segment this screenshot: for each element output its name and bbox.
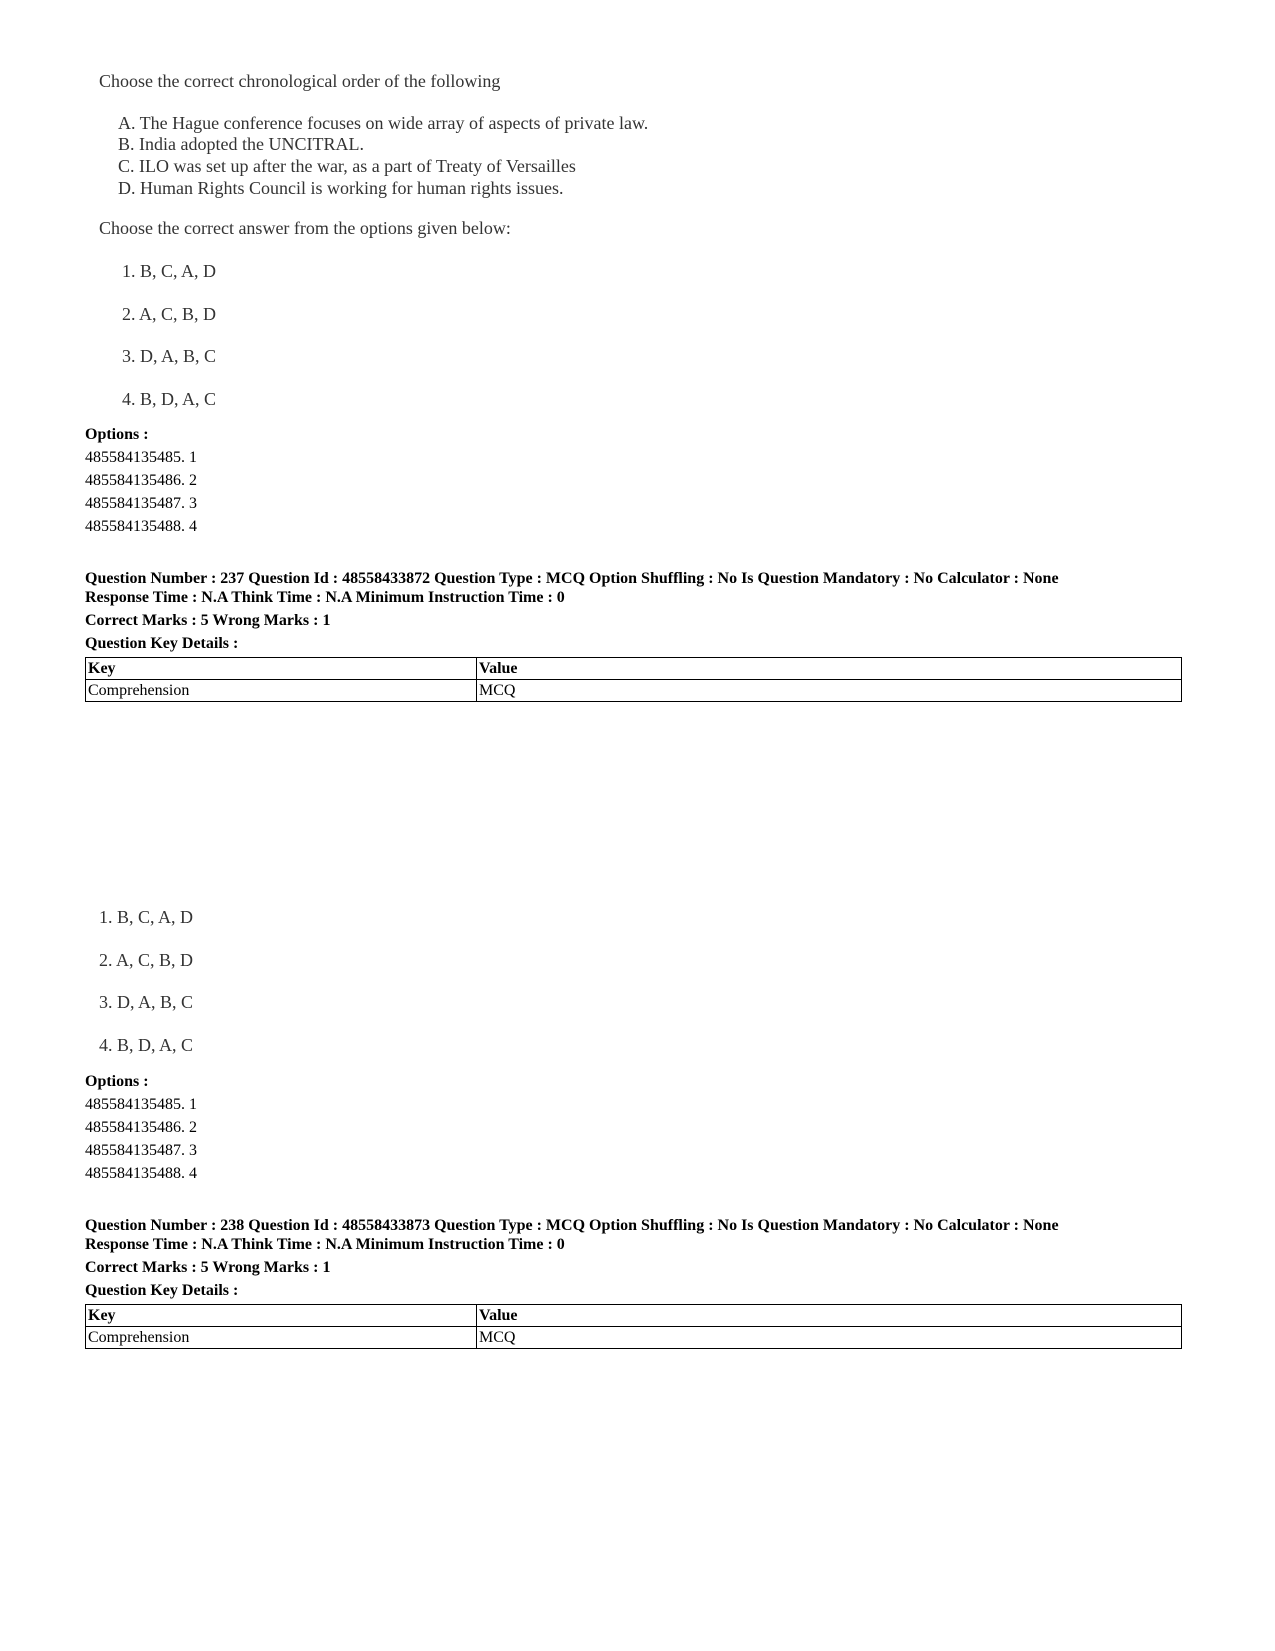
table-row: [86, 680, 1182, 702]
key-details-label: Question Key Details :: [85, 635, 239, 652]
table-row: [86, 1327, 1182, 1349]
statement-b: B. India adopted the UNCITRAL.: [118, 134, 364, 154]
option-item: 485584135486. 2: [85, 472, 197, 489]
choice-1: 1. B, C, A, D: [122, 261, 217, 281]
choice-4: 4. B, D, A, C: [99, 1035, 194, 1055]
statement-a: A. The Hague conference focuses on wide array of aspects of private law.: [118, 113, 649, 133]
question-meta-line: Question Number : 237 Question Id : 48558433872 Question Type : MCQ Option Shuffling : No Is Question Mandatory : No Calculator : None: [85, 570, 1059, 587]
options-label: Options :: [85, 426, 149, 443]
choice-3: 3. D, A, B, C: [99, 992, 194, 1012]
choice-1: 1. B, C, A, D: [99, 907, 194, 927]
option-item: 485584135485. 1: [85, 1096, 197, 1113]
question-timing-line: Response Time : N.A Think Time : N.A Minimum Instruction Time : 0: [85, 589, 565, 606]
choice-2: 2. A, C, B, D: [99, 950, 194, 970]
table-header-row: [86, 1305, 1182, 1327]
table-header-key: Key: [86, 1305, 477, 1327]
options-label: Options :: [85, 1073, 149, 1090]
choice-3: 3. D, A, B, C: [122, 346, 217, 366]
option-item: 485584135487. 3: [85, 1142, 197, 1159]
table-header-value: Value: [477, 1305, 1182, 1327]
table-cell-key: Comprehension: [86, 1327, 477, 1349]
choice-4: 4. B, D, A, C: [122, 389, 217, 409]
option-item: 485584135486. 2: [85, 1119, 197, 1136]
question-meta-line: Question Number : 238 Question Id : 48558433873 Question Type : MCQ Option Shuffling : No Is Question Mandatory : No Calculator : None: [85, 1217, 1059, 1234]
table-cell-key: Comprehension: [86, 680, 477, 702]
table-header-value: Value: [477, 658, 1182, 680]
option-item: 485584135485. 1: [85, 449, 197, 466]
option-item: 485584135487. 3: [85, 495, 197, 512]
statement-d: D. Human Rights Council is working for human rights issues.: [118, 178, 564, 198]
table-header-row: [86, 658, 1182, 680]
table-cell-value: MCQ: [477, 680, 1182, 702]
key-details-table: [85, 1304, 1182, 1349]
question-timing-line: Response Time : N.A Think Time : N.A Minimum Instruction Time : 0: [85, 1236, 565, 1253]
table-cell-value: MCQ: [477, 1327, 1182, 1349]
table-header-key: Key: [86, 658, 477, 680]
key-details-label: Question Key Details :: [85, 1282, 239, 1299]
question-marks: Correct Marks : 5 Wrong Marks : 1: [85, 612, 331, 629]
choice-2: 2. A, C, B, D: [122, 304, 217, 324]
option-item: 485584135488. 4: [85, 518, 197, 535]
key-details-table: [85, 657, 1182, 702]
statement-c: C. ILO was set up after the war, as a part of Treaty of Versailles: [118, 156, 576, 176]
question-intro: Choose the correct chronological order of the following: [99, 71, 501, 91]
option-item: 485584135488. 4: [85, 1165, 197, 1182]
question-instruction: Choose the correct answer from the options given below:: [99, 218, 511, 238]
question-marks: Correct Marks : 5 Wrong Marks : 1: [85, 1259, 331, 1276]
